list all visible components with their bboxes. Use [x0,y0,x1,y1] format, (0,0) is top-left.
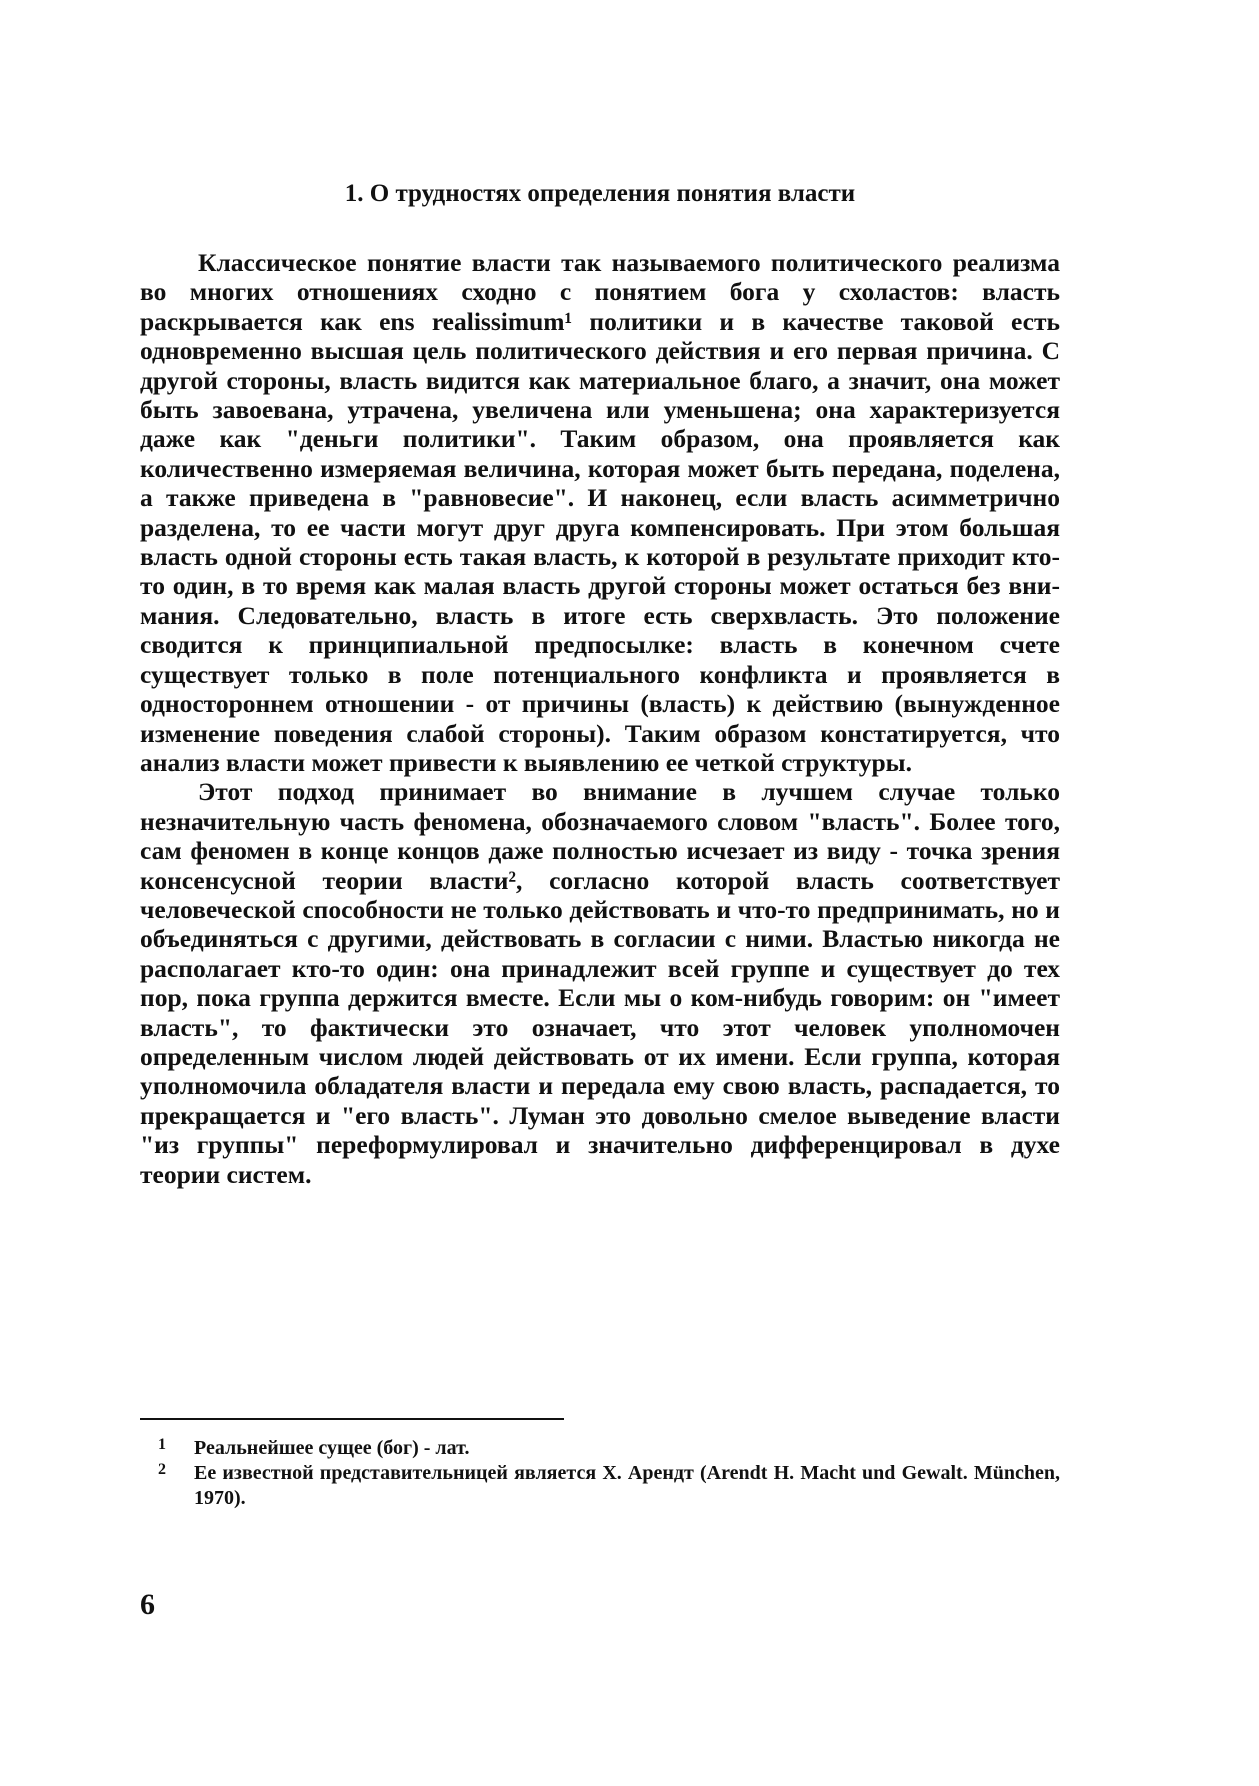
footnote-divider [140,1418,564,1420]
footnote-number: 1 [158,1436,166,1453]
footnote-text: Ее известной представительницей является Х. Арендт (Arendt H. Macht und Gewalt. München, 1970). [194,1462,1060,1509]
footnote-2 [140,1461,1060,1511]
paragraph-2: Этот подход принимает во внимание в лучшем случае только незначительную часть феномена, обозначаемого словом "власть". Более того, сам феномен в конце концов даже полностью исчезает из виду - точка зрения консенсусной теории власти², согласно которой власть соответствует человеческой способности не только действовать и что-то предпринимать, но и объединяться с другими, действовать в согласии с ними. Властью никогда не располагает кто-то один: она принадлежит всей группе и существует до тех пор, пока группа держится вместе. Если мы о ком-нибудь говорим: он "имеет власть", то фактически это означает, что этот человек уполномочен определенным числом людей действовать от их имени. Если группа, которая уполномочила обладателя власти и передала ему свою власть, распадается, то прекращается и "его власть". Луман это довольно смелое выведение власти "из группы" переформулировал и значительно дифференцировал в духе теории систем. [140,777,1060,1189]
footnotes [140,1436,1060,1511]
body-text [140,248,1060,1189]
section-heading: 1. О трудностях определения понятия власти [344,180,856,207]
footnote-1 [140,1436,1060,1461]
paragraph-1: Классическое понятие власти так называемого политического реализма во многих отношениях сходно с понятием бога у схоластов: власть раскрывается как ens realissimum¹ политики и в качестве таковой есть одновременно высшая цель политического действия и его первая причина. С другой стороны, власть видится как материальное благо, а значит, она может быть завоевана, утрачена, увеличена или уменьшена; она характеризуется даже как "деньги политики". Таким образом, она проявляется как количественно измеряемая величина, которая может быть передана, поделена, а также приведена в "равновесие". И наконец, если власть асимметрично разделена, то ее части могут друг друга компенсировать. При этом большая власть одной стороны есть такая власть, к которой в результате приходит кто-то один, в то время как малая власть другой стороны может остаться без внимания. Следовательно, власть в итоге есть сверхвласть. Это положение сводится к принципиальной предпосылке: власть в конечном счете существует только в поле потенциального конфликта и проявляется в одностороннем отношении - от причины (власть) к действию (вынужденное изменение поведения слабой стороны). Таким образом констатируется, что анализ власти может привести к выявлению ее четкой структуры. [140,248,1060,777]
footnote-number: 2 [158,1461,166,1478]
page-number: 6 [140,1588,155,1621]
footnote-text: Реальнейшее сущее (бог) - лат. [194,1437,470,1459]
